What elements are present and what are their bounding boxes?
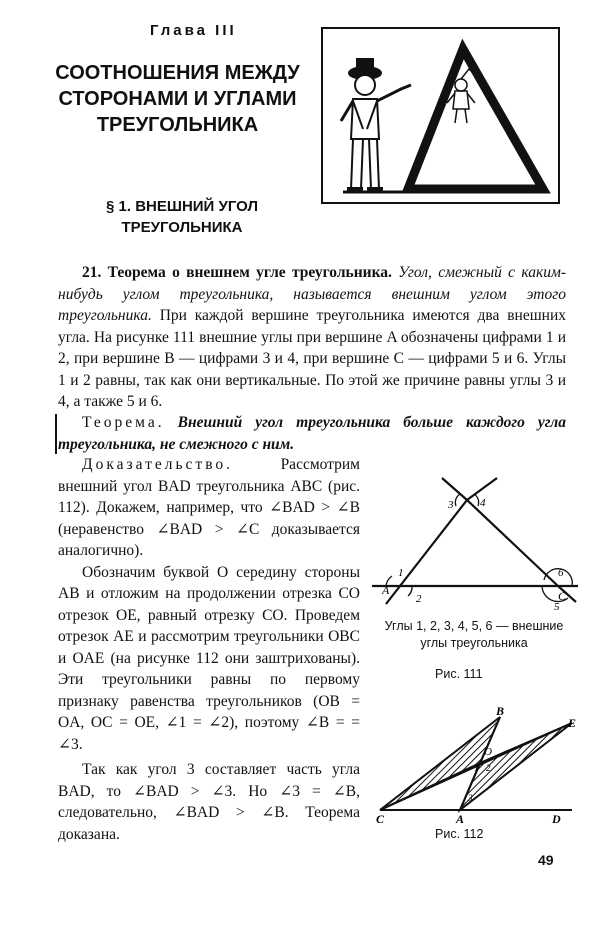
proof-block — [58, 454, 360, 845]
fig111-angle-4: 4 — [480, 497, 486, 509]
fig112-letter-O: O — [484, 746, 492, 758]
paragraph-21-definition: Угол, смежный с каким-нибудь углом треугольника, называется внешним углом этого треугольника. — [58, 264, 567, 324]
proof-paragraph-1: Рассмотрим внешний угол BAD треугольника ABC (рис. 112). Докажем, например, что ∠BAD > ∠B (неравенство ∠BAD > ∠C доказывается аналогично). — [58, 456, 360, 559]
theorem-block — [58, 412, 566, 455]
fig112-letter-E: E — [568, 716, 577, 730]
paragraph-21-body: При каждой вершине треугольника имеются два внешних угла. На рисунке 111 внешние углы при вершине A обозначены цифрами 1 и 2, при вершине B — цифрами 3 и 4, при вершине C — цифрами 5 и 6. Углы 1 и 2 равны, так как они вертикальные. По этой же причине равны углы 3 и 4, а также 5 и 6. — [58, 307, 566, 410]
chapter-title: СООТНОШЕНИЯ МЕЖДУ СТОРОНАМИ И УГЛАМИ ТРЕУГОЛЬНИКА — [55, 62, 300, 136]
figure-111 — [372, 476, 578, 611]
fig111-letter-A: A — [382, 583, 390, 597]
fig111-angle-6: 6 — [558, 567, 564, 579]
figure-112-label: Рис. 112 — [435, 827, 484, 841]
fig111-angle-3: 3 — [448, 499, 454, 511]
theorem-margin-bar — [55, 414, 57, 454]
chapter-illustration — [321, 27, 560, 204]
theorem-label: Теорема. — [82, 414, 165, 431]
fig112-letter-D: D — [552, 812, 561, 825]
figure-111-label: Рис. 111 — [435, 667, 483, 681]
fig112-angle-2: 2 — [486, 763, 491, 773]
theorem-text: Внешний угол треугольника больше каждого угла треугольника, не смежного с ним. — [58, 414, 567, 453]
fig112-angle-1: 1 — [474, 763, 479, 773]
proof-label: Доказательство. — [82, 456, 234, 473]
figure-112 — [372, 705, 578, 825]
figure-111-caption: Углы 1, 2, 3, 4, 5, 6 — внешние углы треугольника — [384, 619, 564, 650]
fig112-letter-A: A — [456, 812, 465, 825]
proof-paragraph-2: Обозначим буквой O середину стороны AB и отложим на продолжении отрезка CO отрезок OE, равный отрезку CO. Проведем отрезок AE и рассмотрим треугольники OBC и OAE (на рисунке 112 они заштрихованы). Эти треугольники равны по первому признаку равенства треугольников (OB = OA, OC = OE, ∠1 = ∠2), поэтому ∠B = = ∠3. — [58, 563, 360, 753]
fig111-letter-C: C — [558, 589, 567, 603]
boy-figure-icon — [341, 59, 411, 189]
fig112-angle-3: 3 — [468, 793, 473, 803]
fig112-letter-B: B — [496, 705, 505, 718]
chapter-label: Глава III — [150, 22, 237, 39]
proof-paragraph-3: Так как угол 3 составляет часть угла BAD, то ∠BAD > ∠3. Но ∠3 = ∠B, следовательно, ∠BAD > ∠B. Теорема доказана. — [58, 761, 360, 843]
section-title: § 1. ВНЕШНИЙ УГОЛ ТРЕУГОЛЬНИКА — [106, 198, 258, 236]
paragraph-21 — [58, 262, 566, 413]
paragraph-21-heading: 21. Теорема о внешнем угле треугольника. — [82, 264, 392, 281]
fig111-angle-2: 2 — [416, 593, 422, 605]
illustration-triangle — [408, 49, 543, 189]
fig112-letter-C: C — [376, 812, 385, 825]
page-number: 49 — [538, 852, 554, 868]
fig111-angle-1: 1 — [398, 567, 404, 579]
fig111-angle-5: 5 — [554, 601, 560, 611]
